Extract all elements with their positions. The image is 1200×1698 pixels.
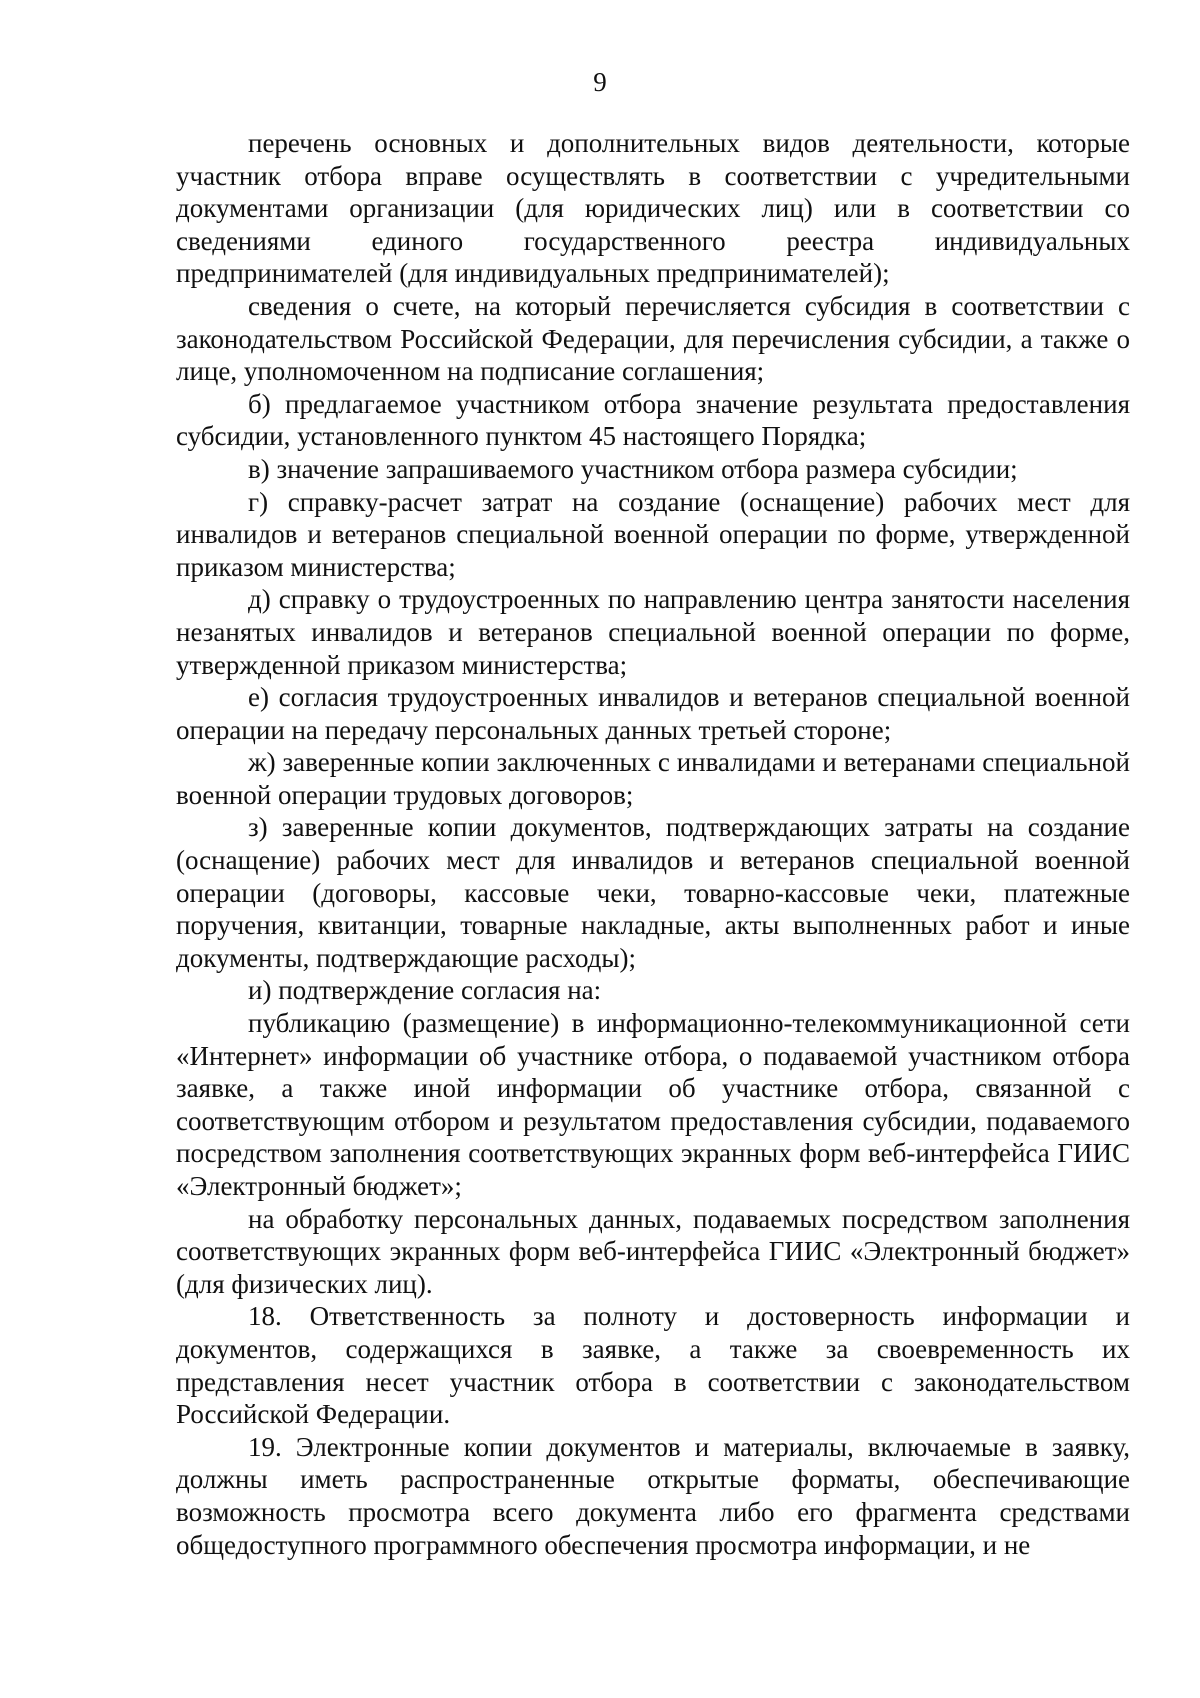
paragraph-item-zh: ж) заверенные копии заключенных с инвалидами и ветеранами специальной военной операции трудовых договоров; (176, 747, 1130, 810)
paragraph-personal-data-consent: на обработку персональных данных, подаваемых посредством заполнения соответствующих экранных форм веб-интерфейса ГИИС «Электронный бюджет» (для физических лиц). (176, 1203, 1130, 1299)
paragraph-item-d: д) справку о трудоустроенных по направлению центра занятости населения незанятых инвалидов и ветеранов специальной военной операции по форме, утвержденной приказом министерства; (176, 584, 1130, 680)
paragraph-section-19: 19. Электронные копии документов и материалы, включаемые в заявку, должны иметь распространенные открытые форматы, обеспечивающие возможность просмотра всего документа либо его фрагмента средствами общедоступного программного обеспечения просмотра информации, и не (176, 1431, 1130, 1560)
paragraph-item-z: з) заверенные копии документов, подтверждающих затраты на создание (оснащение) рабочих мест для инвалидов и ветеранов специальной военной операции (договоры, кассовые чеки, товарно-кассовые чеки, платежные поручения, квитанции, товарные накладные, акты выполненных работ и иные документы, подтверждающие расходы); (176, 812, 1130, 973)
document-body (176, 127, 1130, 1561)
page-number: 9 (593, 67, 607, 97)
paragraph-item-e: е) согласия трудоустроенных инвалидов и ветеранов специальной военной операции на передачу персональных данных третьей стороне; (176, 682, 1130, 745)
paragraph-item-g: г) справку-расчет затрат на создание (оснащение) рабочих мест для инвалидов и ветеранов специальной военной операции по форме, утвержденной приказом министерства; (176, 486, 1130, 582)
paragraph-item-b: б) предлагаемое участником отбора значение результата предоставления субсидии, установленного пунктом 45 настоящего Порядка; (176, 388, 1130, 452)
paragraph-account-info: сведения о счете, на который перечисляется субсидия в соответствии с законодательством Российской Федерации, для перечисления субсидии, а также о лице, уполномоченном на подписание соглашения; (176, 290, 1130, 387)
paragraph-item-i: и) подтверждение согласия на: (248, 975, 602, 1006)
paragraph-item-v: в) значение запрашиваемого участником отбора размера субсидии; (248, 453, 1018, 484)
paragraph-activities-list: перечень основных и дополнительных видов деятельности, которые участник отбора вправе осуществлять в соответствии с учредительными документами организации (для юридических лиц) или в соответствии со сведениями единого государственного реестра индивидуальных предпринимателей (для индивидуальных предпринимателей); (176, 128, 1130, 289)
paragraph-publication-consent: публикацию (размещение) в информационно-телекоммуникационной сети «Интернет» информации об участнике отбора, о подаваемой участником отбора заявке, а также иной информации об участнике отбора, связанной с соответствующим отбором и результатом предоставления субсидии, подаваемого посредством заполнения соответствующих экранных форм веб-интерфейса ГИИС «Электронный бюджет»; (176, 1008, 1130, 1201)
paragraph-section-18: 18. Ответственность за полноту и достоверность информации и документов, содержащихся в заявке, а также за своевременность их представления несет участник отбора в соответствии с законодательством Российской Федерации. (176, 1301, 1130, 1430)
